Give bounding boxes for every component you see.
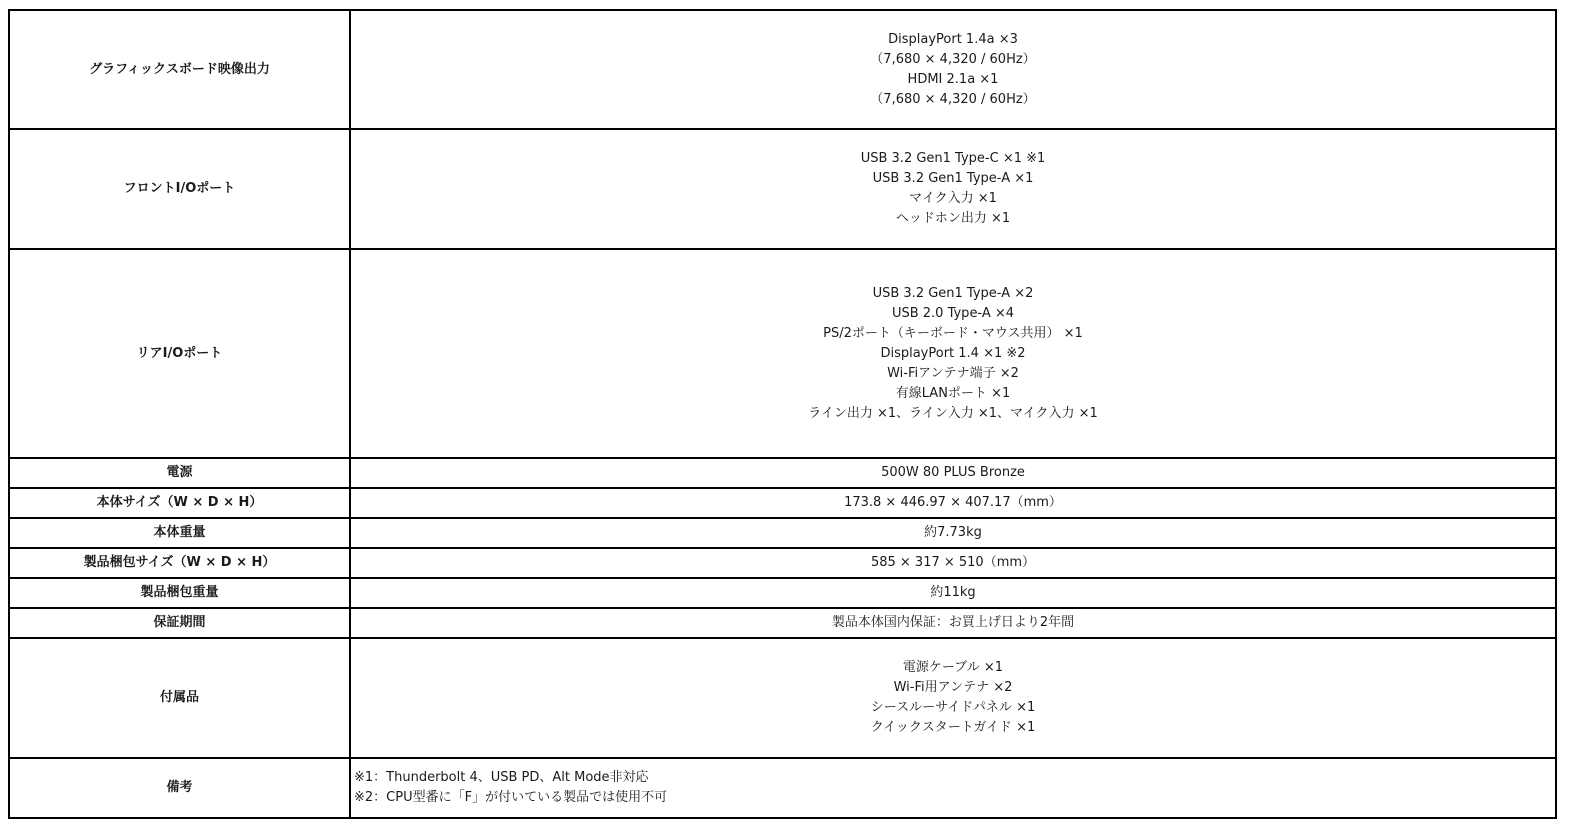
spec-label: 製品梱包重量: [9, 578, 350, 608]
spec-value-line: USB 3.2 Gen1 Type-C ×1 ※1: [860, 151, 1046, 166]
spec-label: フロントI/Oポート: [9, 129, 350, 249]
spec-value: [350, 518, 1556, 548]
spec-value-line: シースルーサイドパネル ×1: [870, 700, 1036, 715]
spec-value-line: （7,680 × 4,320 / 60Hz）: [870, 51, 1036, 67]
spec-value-line: 500W 80 PLUS Bronze: [881, 465, 1025, 480]
spec-row-body-size: [9, 488, 1556, 518]
spec-value-line: ※1：Thunderbolt 4、USB PD、Alt Mode非対応: [354, 770, 649, 785]
spec-value-line: ヘッドホン出力 ×1: [895, 211, 1011, 226]
spec-value: [350, 578, 1556, 608]
spec-value-line: 585 × 317 × 510（mm）: [870, 555, 1036, 570]
spec-value: [350, 249, 1556, 458]
spec-value: [350, 638, 1556, 758]
spec-label: リアI/Oポート: [9, 249, 350, 458]
spec-value: [350, 458, 1556, 488]
spec-value-line: マイク入力 ×1: [909, 191, 997, 206]
spec-value-line: クイックスタートガイド ×1: [870, 720, 1036, 735]
spec-value-line: HDMI 2.1a ×1: [907, 71, 999, 87]
spec-value-line: USB 2.0 Type-A ×4: [891, 305, 1015, 321]
spec-value-line: USB 3.2 Gen1 Type-A ×2: [872, 285, 1034, 301]
spec-value: [350, 129, 1556, 249]
spec-value-line: 有線LANポート ×1: [895, 385, 1011, 401]
spec-value-line: USB 3.2 Gen1 Type-A ×1: [872, 171, 1034, 186]
spec-value: [350, 608, 1556, 638]
spec-row-power-supply: [9, 458, 1556, 488]
spec-value: [350, 488, 1556, 518]
spec-value-line: Wi-Fi用アンテナ ×2: [893, 680, 1013, 695]
spec-label: 製品梱包サイズ（W × D × H）: [9, 548, 350, 578]
spec-value: [350, 758, 1556, 818]
spec-value-line: DisplayPort 1.4a ×3: [888, 31, 1018, 47]
spec-label: 本体サイズ（W × D × H）: [9, 488, 350, 518]
spec-value-line: 電源ケーブル ×1: [902, 660, 1004, 675]
spec-row-package-size: [9, 548, 1556, 578]
spec-value-line: ライン出力 ×1、ライン入力 ×1、マイク入力 ×1: [808, 405, 1098, 421]
spec-value-line: DisplayPort 1.4 ×1 ※2: [880, 345, 1026, 361]
spec-label: グラフィックスボード映像出力: [9, 10, 350, 129]
spec-value-line: 173.8 × 446.97 × 407.17（mm）: [844, 495, 1062, 510]
spec-row-package-weight: [9, 578, 1556, 608]
spec-value-line: PS/2ポート（キーボード・マウス共用） ×1: [823, 325, 1083, 341]
spec-label: 電源: [9, 458, 350, 488]
spec-value-line: 製品本体国内保証：お買上げ日より2年間: [831, 615, 1075, 630]
spec-value: [350, 10, 1556, 129]
spec-label: 付属品: [9, 638, 350, 758]
spec-value-line: ※2：CPU型番に「F」が付いている製品では使用不可: [354, 790, 668, 805]
spec-row-notes: [9, 758, 1556, 818]
spec-label: 備考: [9, 758, 350, 818]
spec-label: 保証期間: [9, 608, 350, 638]
spec-value-line: （7,680 × 4,320 / 60Hz）: [870, 91, 1036, 107]
spec-row-rear-io: [9, 249, 1556, 458]
spec-row-graphics-output: [9, 10, 1556, 129]
spec-value-line: 約7.73kg: [924, 525, 982, 540]
spec-value-line: Wi-Fiアンテナ端子 ×2: [887, 365, 1019, 381]
spec-row-body-weight: [9, 518, 1556, 548]
spec-row-warranty: [9, 608, 1556, 638]
spec-value: [350, 548, 1556, 578]
spec-row-front-io: [9, 129, 1556, 249]
spec-table: [8, 9, 1557, 819]
spec-label: 本体重量: [9, 518, 350, 548]
spec-row-accessories: [9, 638, 1556, 758]
spec-value-line: 約11kg: [930, 585, 976, 600]
